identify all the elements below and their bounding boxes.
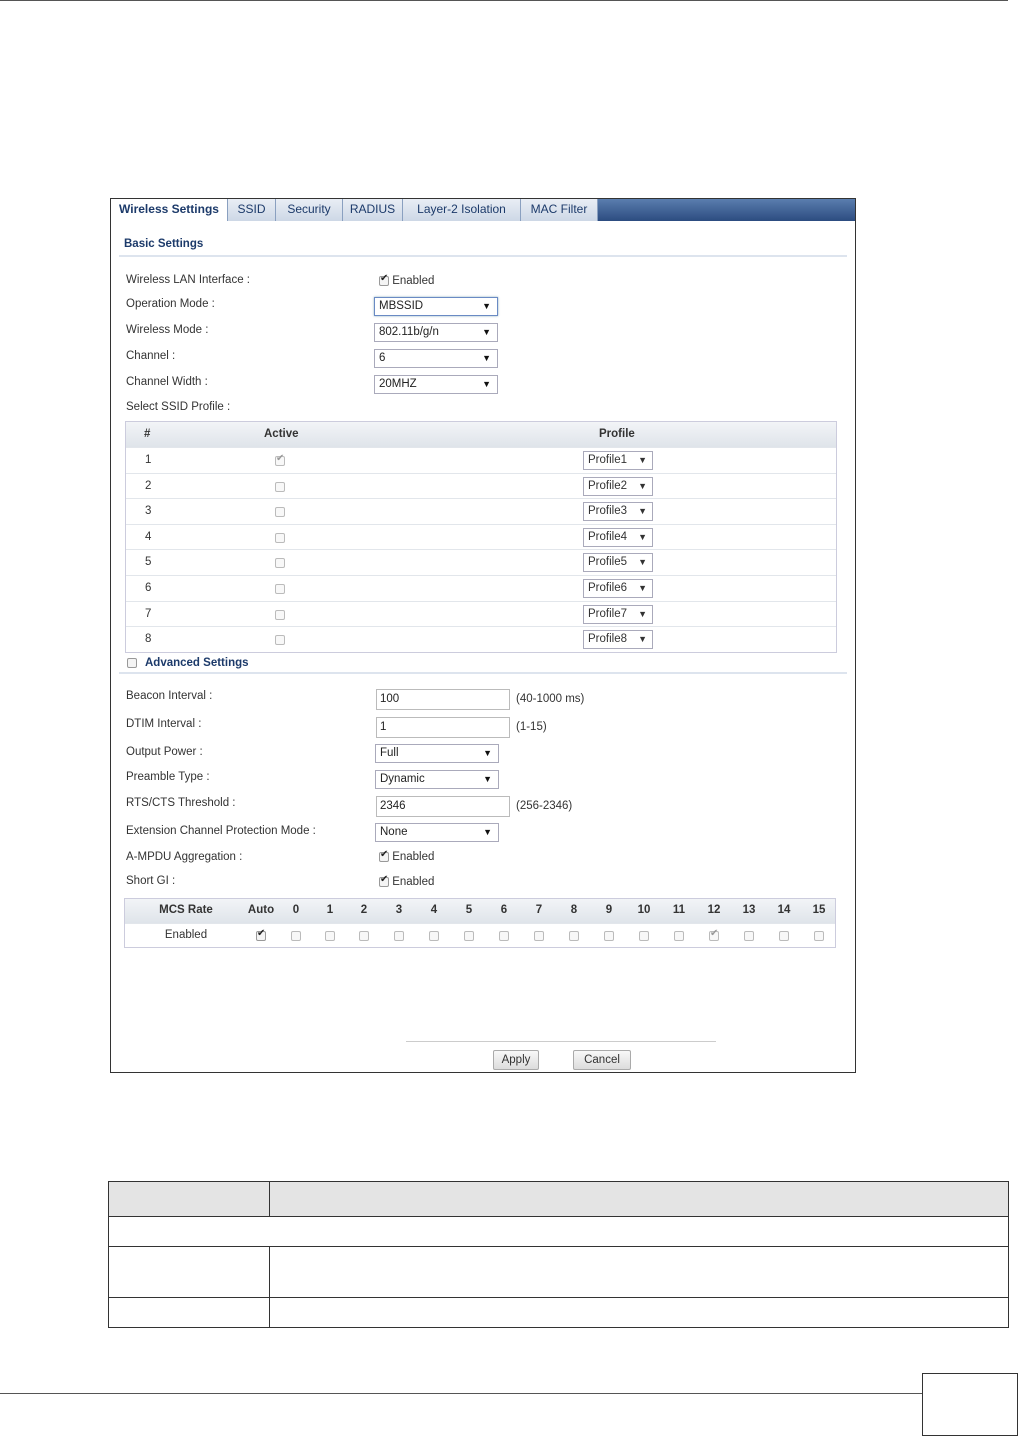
profile-active-checkbox[interactable] bbox=[275, 634, 285, 646]
profile-active-checkbox[interactable] bbox=[275, 583, 285, 595]
wireless-mode-value: 802.11b/g/n bbox=[379, 326, 439, 338]
column-header-active: Active bbox=[264, 428, 299, 440]
profile-select[interactable] bbox=[583, 451, 653, 470]
mcs-column-header: 6 bbox=[500, 904, 508, 916]
table-row bbox=[109, 1217, 1009, 1247]
mcs-column-header: 15 bbox=[812, 904, 826, 916]
profile-select[interactable] bbox=[583, 528, 653, 547]
checkbox-icon bbox=[275, 635, 285, 645]
column-header-number: # bbox=[144, 428, 151, 440]
ssid-profile-table-header bbox=[126, 422, 836, 447]
apply-button[interactable]: Apply bbox=[493, 1050, 539, 1070]
table-cell bbox=[270, 1298, 1009, 1328]
table-cell bbox=[270, 1182, 1009, 1217]
advanced-settings-title: Advanced Settings bbox=[145, 657, 249, 669]
channel-width-value: 20MHZ bbox=[379, 378, 417, 390]
table-cell bbox=[270, 1247, 1009, 1298]
wlan-interface-label: Wireless LAN Interface : bbox=[126, 274, 250, 286]
table-row bbox=[126, 447, 836, 473]
ssid-profile-rows bbox=[126, 447, 836, 652]
checkbox-icon bbox=[569, 931, 579, 941]
dropdown-arrow-icon: ▼ bbox=[638, 634, 647, 645]
table-row bbox=[126, 575, 836, 601]
dropdown-arrow-icon: ▼ bbox=[638, 506, 647, 517]
profile-select-value: Profile7 bbox=[588, 607, 627, 620]
dropdown-arrow-icon: ▼ bbox=[638, 480, 647, 491]
extension-channel-select[interactable] bbox=[375, 823, 499, 842]
button-divider bbox=[406, 1041, 716, 1042]
profile-select[interactable] bbox=[583, 477, 653, 496]
mcs-rate-checkbox[interactable] bbox=[779, 930, 789, 942]
page-number-box bbox=[922, 1373, 1018, 1436]
extension-channel-label: Extension Channel Protection Mode : bbox=[126, 825, 316, 837]
tab-wireless-settings[interactable]: Wireless Settings bbox=[111, 199, 228, 221]
mcs-column-header: 0 bbox=[292, 904, 300, 916]
operation-mode-select[interactable] bbox=[374, 297, 498, 316]
extension-channel-value: None bbox=[380, 826, 408, 838]
profile-select-value: Profile2 bbox=[588, 479, 627, 492]
tab-layer2-isolation[interactable]: Layer-2 Isolation bbox=[403, 199, 521, 221]
checkbox-icon bbox=[379, 276, 389, 286]
dropdown-arrow-icon: ▼ bbox=[638, 531, 647, 542]
table-row bbox=[109, 1298, 1009, 1328]
short-gi-label: Short GI : bbox=[126, 875, 176, 887]
mcs-column-header: 5 bbox=[465, 904, 473, 916]
ampdu-enabled-text: Enabled bbox=[392, 851, 435, 863]
profile-select-value: Profile5 bbox=[588, 556, 627, 569]
dropdown-arrow-icon: ▼ bbox=[638, 608, 647, 619]
checkbox-icon bbox=[814, 931, 824, 941]
preamble-type-value: Dynamic bbox=[380, 773, 425, 785]
profile-number: 1 bbox=[145, 454, 152, 466]
wlan-interface-checkbox[interactable] bbox=[379, 275, 434, 287]
table-row bbox=[109, 1247, 1009, 1298]
profile-number: 8 bbox=[145, 633, 152, 646]
checkbox-icon bbox=[359, 931, 369, 941]
channel-width-select[interactable] bbox=[374, 375, 498, 394]
basic-settings-title: Basic Settings bbox=[124, 238, 204, 250]
checkbox-icon bbox=[275, 533, 285, 543]
profile-number: 2 bbox=[145, 479, 152, 492]
short-gi-checkbox[interactable] bbox=[379, 876, 434, 888]
profile-active-checkbox[interactable] bbox=[275, 609, 285, 621]
page-top-rule bbox=[0, 0, 1008, 1]
table-cell bbox=[109, 1217, 1009, 1247]
checkbox-icon bbox=[275, 610, 285, 620]
tab-security[interactable]: Security bbox=[276, 199, 343, 221]
profile-number: 4 bbox=[145, 530, 152, 543]
tab-mac-filter[interactable]: MAC Filter bbox=[521, 199, 598, 221]
mcs-rate-checkbox[interactable] bbox=[325, 930, 335, 942]
channel-value: 6 bbox=[379, 352, 386, 364]
table-row bbox=[126, 626, 836, 652]
table-row bbox=[126, 549, 836, 575]
profile-select-value: Profile8 bbox=[588, 633, 627, 646]
profile-active-checkbox[interactable] bbox=[275, 481, 285, 493]
beacon-interval-label: Beacon Interval : bbox=[126, 690, 213, 702]
profile-active-checkbox[interactable] bbox=[275, 455, 285, 467]
checkbox-icon bbox=[379, 877, 389, 887]
checkbox-icon bbox=[779, 931, 789, 941]
mcs-rate-header bbox=[125, 899, 835, 923]
checkbox-icon bbox=[534, 931, 544, 941]
checkbox-icon bbox=[639, 931, 649, 941]
mcs-rate-checkbox[interactable] bbox=[569, 930, 579, 942]
checkbox-icon bbox=[127, 658, 137, 668]
mcs-rate-checkbox[interactable] bbox=[429, 930, 439, 942]
table-row bbox=[126, 473, 836, 499]
table-row bbox=[126, 498, 836, 524]
dtim-interval-input[interactable]: 1 bbox=[376, 717, 510, 738]
mcs-rate-checkbox[interactable] bbox=[639, 930, 649, 942]
mcs-rate-checkbox[interactable] bbox=[291, 930, 301, 942]
profile-active-checkbox[interactable] bbox=[275, 506, 285, 518]
table-cell bbox=[109, 1298, 270, 1328]
dropdown-arrow-icon: ▼ bbox=[482, 301, 491, 311]
mcs-rate-checkbox[interactable] bbox=[674, 930, 684, 942]
dropdown-arrow-icon: ▼ bbox=[638, 582, 647, 593]
basic-settings-divider bbox=[119, 255, 847, 257]
ssid-profile-table bbox=[125, 421, 837, 653]
checkbox-icon bbox=[709, 931, 719, 941]
mcs-rate-table bbox=[124, 898, 836, 948]
table-cell bbox=[109, 1182, 270, 1217]
table-cell bbox=[109, 1247, 270, 1298]
operation-mode-label: Operation Mode : bbox=[126, 298, 215, 310]
profile-select-value: Profile4 bbox=[588, 530, 627, 543]
profile-number: 7 bbox=[145, 607, 152, 620]
mcs-column-header: 12 bbox=[707, 904, 721, 916]
tab-radius[interactable]: RADIUS bbox=[343, 199, 403, 221]
rts-cts-label: RTS/CTS Threshold : bbox=[126, 797, 236, 809]
mcs-column-header: 14 bbox=[777, 904, 791, 916]
profile-select[interactable] bbox=[583, 579, 653, 598]
table-row bbox=[126, 524, 836, 550]
preamble-type-select[interactable] bbox=[375, 770, 499, 789]
tab-ssid[interactable]: SSID bbox=[228, 199, 276, 221]
mcs-column-header: 11 bbox=[672, 904, 686, 916]
checkbox-icon bbox=[325, 931, 335, 941]
wireless-settings-screenshot bbox=[110, 198, 856, 1073]
checkbox-icon bbox=[275, 584, 285, 594]
dropdown-arrow-icon: ▼ bbox=[482, 327, 491, 337]
mcs-rate-row bbox=[125, 923, 835, 948]
profile-active-checkbox[interactable] bbox=[275, 532, 285, 544]
mcs-rate-checkbox[interactable] bbox=[534, 930, 544, 942]
mcs-rate-checkbox[interactable] bbox=[604, 930, 614, 942]
checkbox-icon bbox=[275, 482, 285, 492]
mcs-column-header: 13 bbox=[742, 904, 756, 916]
checkbox-icon bbox=[429, 931, 439, 941]
output-power-value: Full bbox=[380, 747, 399, 759]
mcs-rate-checkbox[interactable] bbox=[464, 930, 474, 942]
dropdown-arrow-icon: ▼ bbox=[482, 379, 491, 389]
mcs-row-label: Enabled bbox=[164, 929, 208, 941]
tab-bar bbox=[111, 199, 855, 221]
column-header-profile: Profile bbox=[599, 428, 635, 440]
profile-select[interactable] bbox=[583, 553, 653, 572]
mcs-column-header: 7 bbox=[535, 904, 543, 916]
checkbox-icon bbox=[464, 931, 474, 941]
advanced-settings-divider bbox=[119, 672, 847, 674]
channel-select[interactable] bbox=[374, 349, 498, 368]
wlan-enabled-text: Enabled bbox=[392, 275, 435, 287]
checkbox-icon bbox=[256, 931, 266, 941]
channel-label: Channel : bbox=[126, 350, 176, 362]
checkbox-icon bbox=[275, 456, 285, 466]
profile-active-checkbox[interactable] bbox=[275, 557, 285, 569]
mcs-rate-checkbox[interactable] bbox=[709, 930, 719, 942]
mcs-column-header: 10 bbox=[637, 904, 651, 916]
ampdu-aggregation-label: A-MPDU Aggregation : bbox=[126, 851, 243, 863]
mcs-column-header: 9 bbox=[605, 904, 613, 916]
short-gi-enabled-text: Enabled bbox=[392, 876, 435, 888]
mcs-rate-checkbox[interactable] bbox=[814, 930, 824, 942]
profile-select[interactable] bbox=[583, 502, 653, 521]
dropdown-arrow-icon: ▼ bbox=[483, 774, 492, 784]
dtim-interval-hint: (1-15) bbox=[516, 721, 547, 733]
cancel-button[interactable]: Cancel bbox=[573, 1050, 631, 1070]
mcs-column-header: 2 bbox=[360, 904, 368, 916]
checkbox-icon bbox=[499, 931, 509, 941]
profile-select-value: Profile6 bbox=[588, 581, 627, 594]
advanced-settings-checkbox[interactable] bbox=[127, 654, 137, 672]
checkbox-icon bbox=[744, 931, 754, 941]
mcs-column-header: 8 bbox=[570, 904, 578, 916]
checkbox-icon bbox=[291, 931, 301, 941]
mcs-rate-checkbox[interactable] bbox=[394, 930, 404, 942]
mcs-column-header: 3 bbox=[395, 904, 403, 916]
checkbox-icon bbox=[604, 931, 614, 941]
dropdown-arrow-icon: ▼ bbox=[482, 353, 491, 363]
profile-number: 6 bbox=[145, 581, 152, 594]
description-table bbox=[108, 1181, 1009, 1328]
preamble-type-label: Preamble Type : bbox=[126, 771, 210, 783]
checkbox-icon bbox=[275, 558, 285, 568]
wireless-mode-label: Wireless Mode : bbox=[126, 324, 209, 336]
dropdown-arrow-icon: ▼ bbox=[638, 557, 647, 568]
mcs-column-header: 1 bbox=[326, 904, 334, 916]
beacon-interval-input[interactable]: 100 bbox=[376, 689, 510, 710]
table-row bbox=[126, 601, 836, 627]
ssid-profile-label: Select SSID Profile : bbox=[126, 401, 231, 413]
profile-number: 5 bbox=[145, 556, 152, 569]
dropdown-arrow-icon: ▼ bbox=[483, 827, 492, 837]
mcs-rate-checkbox[interactable] bbox=[744, 930, 754, 942]
profile-number: 3 bbox=[145, 505, 152, 518]
channel-width-label: Channel Width : bbox=[126, 376, 208, 388]
dtim-interval-label: DTIM Interval : bbox=[126, 718, 202, 730]
mcs-rate-header-label: MCS Rate bbox=[159, 904, 213, 916]
rts-cts-hint: (256-2346) bbox=[516, 800, 573, 812]
operation-mode-value: MBSSID bbox=[379, 300, 424, 312]
page-bottom-rule bbox=[0, 1393, 922, 1394]
dropdown-arrow-icon: ▼ bbox=[483, 748, 492, 758]
mcs-column-header: Auto bbox=[247, 904, 275, 916]
output-power-select[interactable] bbox=[375, 744, 499, 763]
checkbox-icon bbox=[275, 507, 285, 517]
mcs-rate-checkbox[interactable] bbox=[256, 930, 266, 942]
profile-select[interactable] bbox=[583, 630, 653, 649]
checkbox-icon bbox=[674, 931, 684, 941]
checkbox-icon bbox=[394, 931, 404, 941]
mcs-rate-checkbox[interactable] bbox=[359, 930, 369, 942]
rts-cts-input[interactable]: 2346 bbox=[376, 796, 510, 817]
profile-select-value: Profile1 bbox=[588, 454, 627, 466]
profile-select-value: Profile3 bbox=[588, 505, 627, 518]
output-power-label: Output Power : bbox=[126, 746, 203, 758]
wireless-mode-select[interactable] bbox=[374, 323, 498, 342]
ampdu-aggregation-checkbox[interactable] bbox=[379, 851, 434, 863]
profile-select[interactable] bbox=[583, 605, 653, 624]
dropdown-arrow-icon: ▼ bbox=[638, 455, 647, 465]
checkbox-icon bbox=[379, 852, 389, 862]
description-table-header bbox=[109, 1182, 1009, 1217]
mcs-column-header: 4 bbox=[430, 904, 438, 916]
beacon-interval-hint: (40-1000 ms) bbox=[516, 693, 585, 705]
mcs-rate-checkbox[interactable] bbox=[499, 930, 509, 942]
